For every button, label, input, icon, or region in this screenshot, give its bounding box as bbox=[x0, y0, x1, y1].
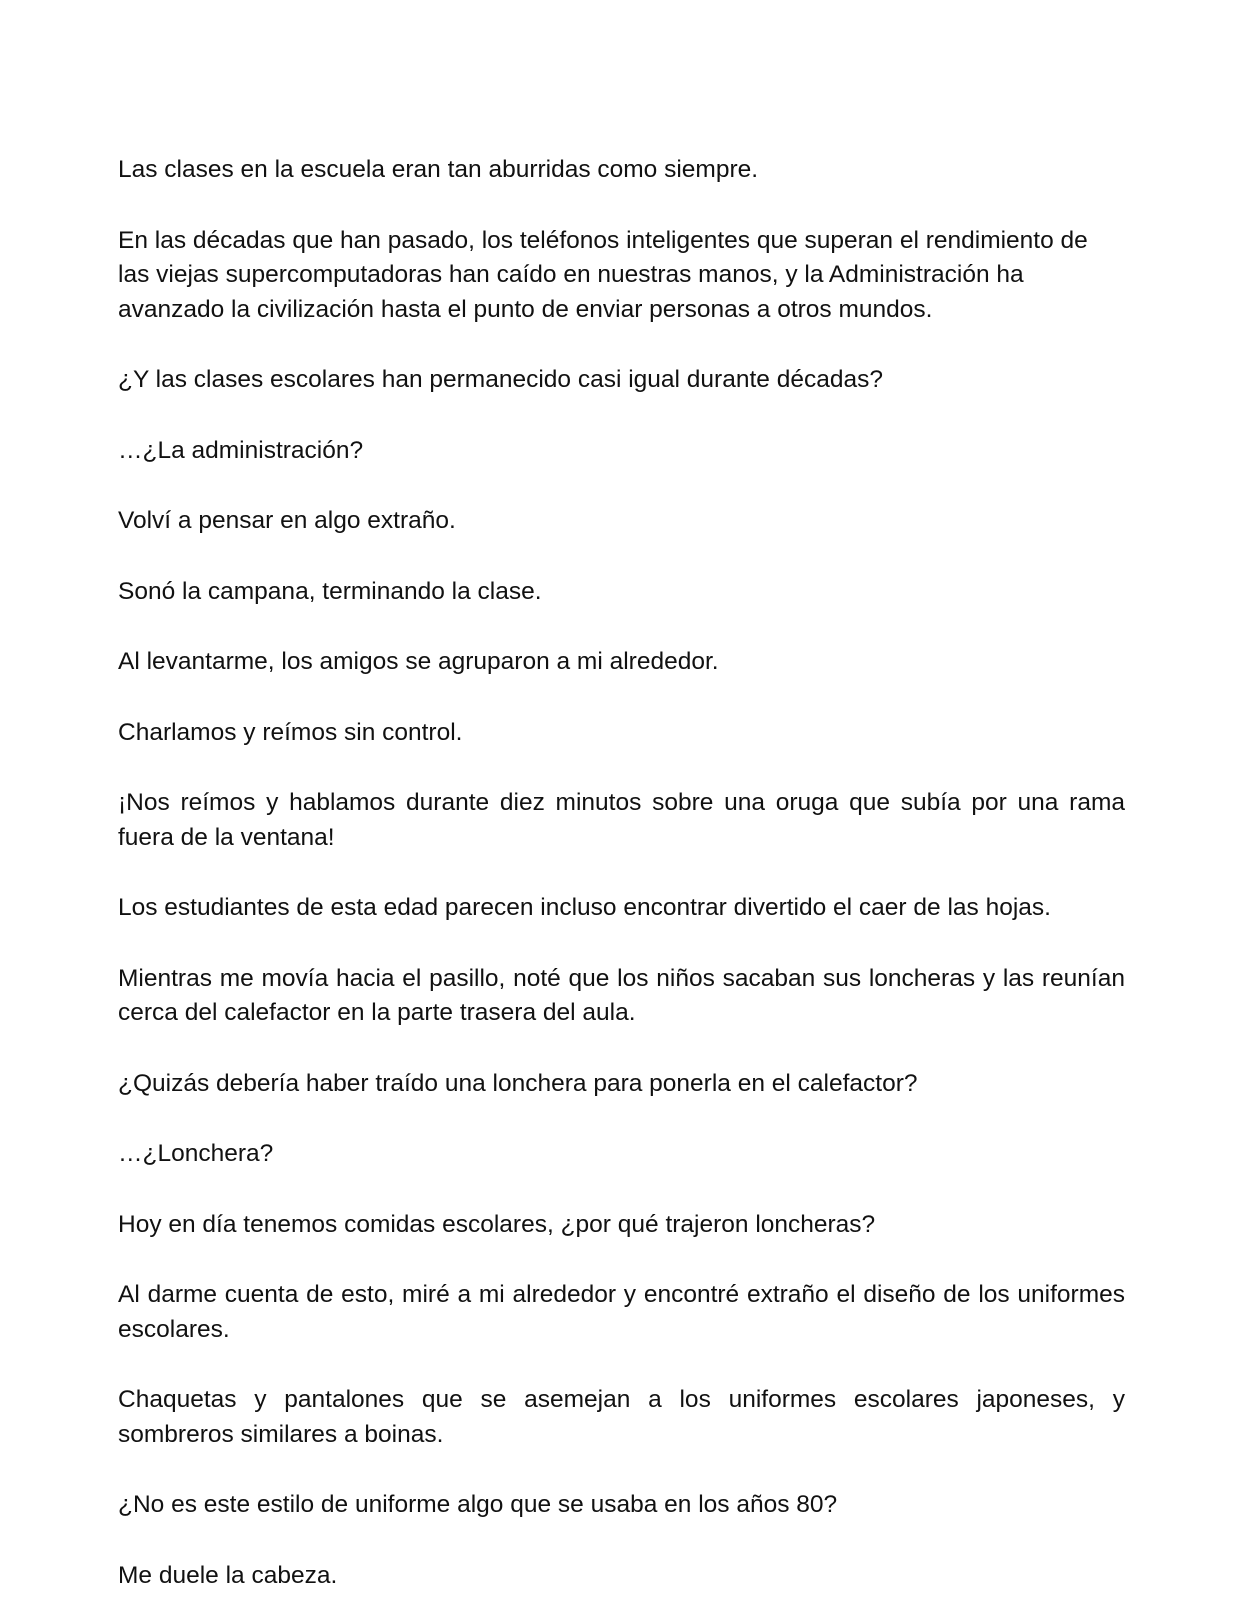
paragraph: …¿Lonchera? bbox=[118, 1140, 274, 1167]
paragraph: Al levantarme, los amigos se agruparon a mi alrededor. bbox=[118, 648, 719, 675]
paragraph: ¿Quizás debería haber traído una lonchera para ponerla en el calefactor? bbox=[118, 1069, 918, 1097]
paragraph: Sonó la campana, terminando la clase. bbox=[118, 577, 542, 605]
document-body bbox=[118, 153, 1125, 1620]
paragraph: ¿Y las clases escolares han permanecido casi igual durante décadas? bbox=[118, 366, 883, 393]
paragraph: Mientras me movía hacia el pasillo, noté que los niños sacaban sus loncheras y las reunían cerca del calefactor en la parte trasera del aula. bbox=[118, 964, 1125, 1026]
paragraph: Los estudiantes de esta edad parecen incluso encontrar divertido el caer de las hojas. bbox=[118, 894, 1051, 921]
paragraph: Me duele la cabeza. bbox=[118, 1561, 338, 1589]
paragraph: Charlamos y reímos sin control. bbox=[118, 718, 463, 746]
paragraph: En las décadas que han pasado, los teléfonos inteligentes que superan el rendimiento de las viejas supercomputadoras han caído en nuestras manos, y la Administración ha avanzado la civilización hasta el punto de enviar personas a otros mundos. bbox=[118, 226, 1088, 323]
paragraph: Chaquetas y pantalones que se asemejan a los uniformes escolares japoneses, y sombreros similares a boinas. bbox=[118, 1386, 1125, 1448]
paragraph: Las clases en la escuela eran tan aburridas como siempre. bbox=[118, 156, 759, 183]
paragraph: Hoy en día tenemos comidas escolares, ¿por qué trajeron loncheras? bbox=[118, 1210, 876, 1238]
paragraph: Volví a pensar en algo extraño. bbox=[118, 507, 456, 534]
paragraph: Al darme cuenta de esto, miré a mi alrededor y encontré extraño el diseño de los uniformes escolares. bbox=[118, 1281, 1125, 1343]
paragraph: ¿No es este estilo de uniforme algo que se usaba en los años 80? bbox=[118, 1491, 838, 1518]
paragraph: …¿La administración? bbox=[118, 436, 364, 464]
paragraph: ¡Nos reímos y hablamos durante diez minutos sobre una oruga que subía por una rama fuera de la ventana! bbox=[118, 789, 1125, 851]
